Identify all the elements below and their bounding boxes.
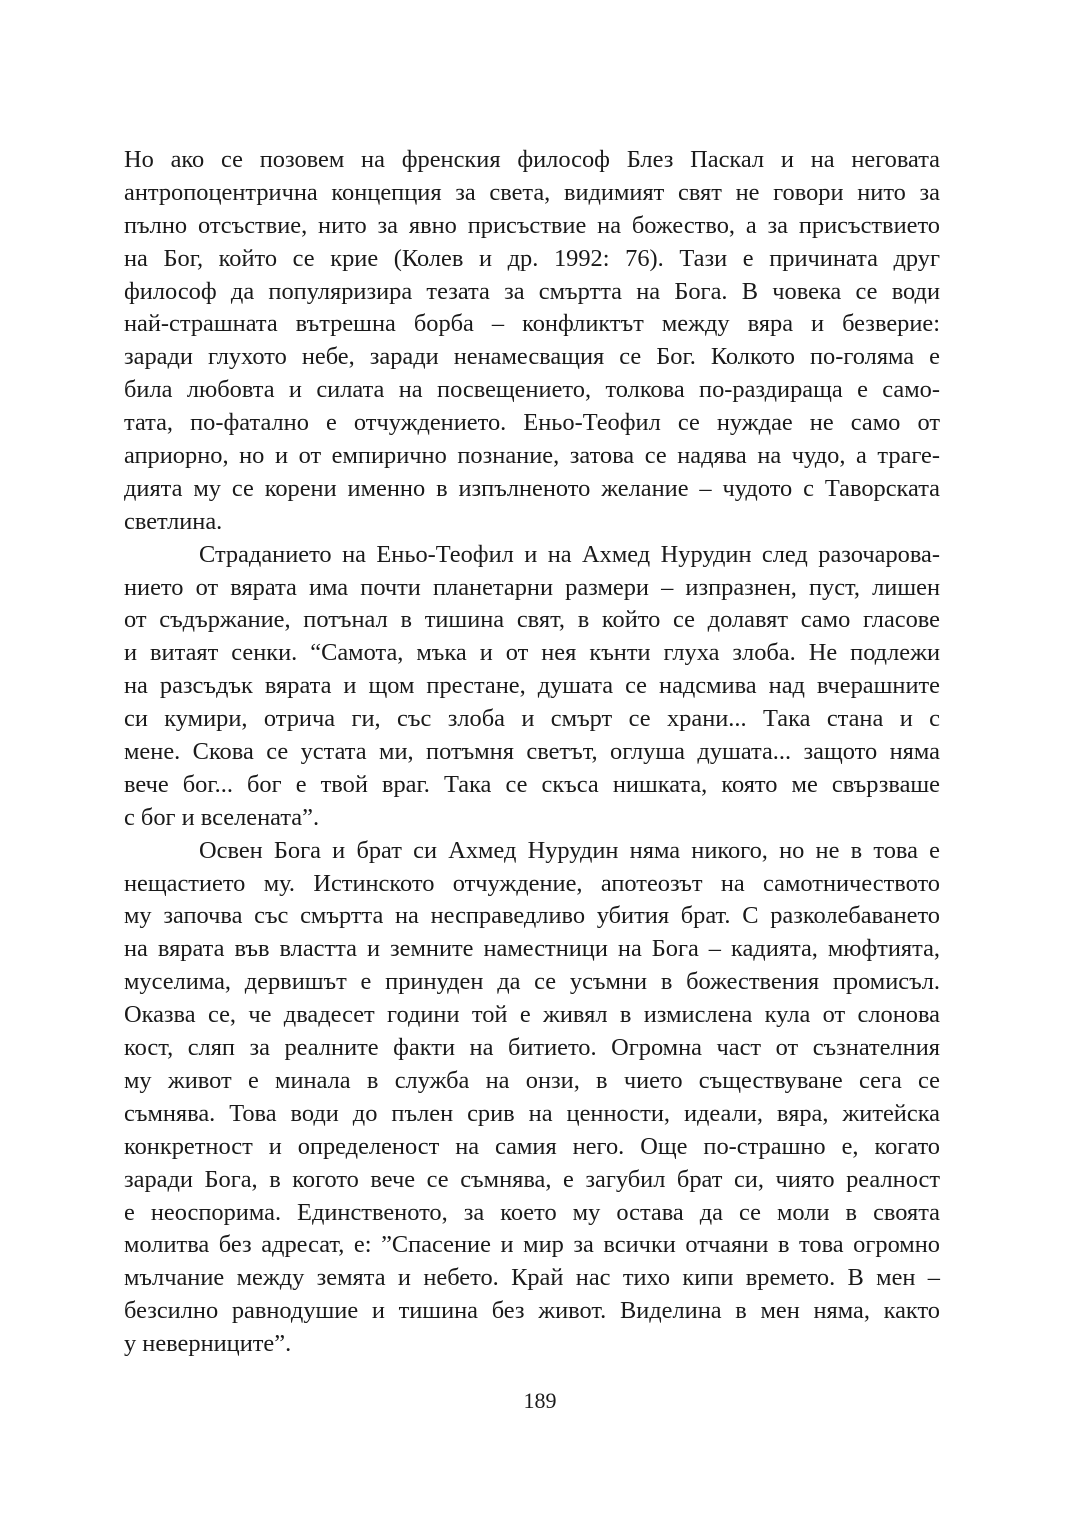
- text-line: конкретност и определеност на самия него. Още по-страшно е, когато: [124, 1132, 940, 1160]
- text-line: заради глухото небе, заради ненамесващия се Бог. Колкото по-голяма е: [124, 343, 940, 371]
- text-line: мълчание между земята и небето. Край нас тихо кипи времето. В мен –: [124, 1264, 940, 1292]
- text-line: Освен Бога и брат си Ахмед Нурудин няма никого, но не в това е: [199, 836, 940, 864]
- text-line: на вярата във властта и земните наместници на Бога – кадията, мюфтията,: [124, 935, 940, 963]
- text-line: дията му се корени именно в изпълненото желание – чудото с Таворската: [124, 474, 940, 502]
- text-line: съмнява. Това води до пълен срив на ценности, идеали, вяра, житейска: [124, 1099, 940, 1127]
- text-line: молитва без адресат, е: ”Спасение и мир за всички отчаяни в това огромно: [124, 1231, 940, 1259]
- text-line: Но ако се позовем на френския философ Блез Паскал и на неговата: [124, 146, 940, 173]
- text-line: мене. Скова се устата ми, потъмня светът, оглуша душата... защото няма: [124, 738, 940, 766]
- text-line: пълно отсъствие, нито за явно присъствие на божество, а за присъствието: [124, 211, 940, 239]
- body-text: [124, 144, 940, 1361]
- text-line: муселима, дервишът е принуден да се усъмни в божествения промисъл.: [124, 968, 940, 996]
- text-line: философ да популяризира тезата за смъртта на Бога. В човека се води: [124, 277, 940, 305]
- text-line: у неверниците”.: [124, 1330, 292, 1358]
- text-line: с бог и вселената”.: [124, 803, 320, 831]
- text-line: най-страшната вътрешна борба – конфликтът между вяра и безверие:: [124, 310, 940, 338]
- paragraph-1: [124, 144, 940, 539]
- text-line: на Бог, който се крие (Колев и др. 1992: 76). Тази е причината друг: [124, 244, 940, 272]
- text-line: е неоспорима. Единственото, за което му остава да се моли в своята: [124, 1198, 940, 1226]
- text-line: си кумири, отрича ги, със злоба и смърт се храни... Така стана и с: [124, 705, 940, 733]
- text-line: Оказва се, че двадесет години той е живял в измислена кула от слонова: [124, 1001, 940, 1029]
- text-line: нещастието му. Истинското отчуждение, апотеозът на самотничеството: [124, 869, 940, 897]
- text-line: му започва със смъртта на несправедливо убития брат. С разколебаването: [124, 902, 940, 930]
- paragraph-2: [124, 539, 940, 835]
- text-line: му живот е минала в служба на онзи, в чието съществуване сега се: [124, 1066, 940, 1094]
- text-line: нието от вярата има почти планетарни размери – изпразнен, пуст, лишен: [124, 573, 940, 601]
- text-line: Страданието на Еньо-Теофил и на Ахмед Нурудин след разочарова-: [199, 540, 940, 568]
- text-line: вече бог... бог е твой враг. Така се скъса нишката, която ме свързваше: [124, 770, 940, 798]
- text-line: била любовта и силата на посвещението, толкова по-раздираща е само-: [124, 376, 940, 404]
- text-line: от съдържание, потънал в тишина свят, в който се долавят само гласове: [124, 606, 940, 634]
- text-line: на разсъдък вярата и щом престане, душата се надсмива над вчерашните: [124, 672, 940, 700]
- text-line: светлина.: [124, 507, 223, 535]
- text-line: априорно, но и от емпирично познание, затова се надява на чудо, а траге-: [124, 442, 940, 470]
- text-line: и витаят сенки. “Самота, мъка и от нея кънти глуха злоба. Не подлежи: [124, 639, 940, 667]
- text-line: тата, по-фатално е отчуждението. Еньо-Теофил се нуждае не само от: [124, 409, 940, 437]
- text-line: антропоцентрична концепция за света, видимият свят не говори нито за: [124, 178, 940, 206]
- page-number: 189: [523, 1388, 557, 1413]
- text-line: заради Бога, в когото вече се съмнява, е загубил брат си, чиято реалност: [124, 1165, 940, 1193]
- text-line: кост, сляп за реалните факти на битието. Огромна част от съзнателния: [124, 1034, 940, 1062]
- text-line: безсилно равнодушие и тишина без живот. Виделина в мен няма, както: [124, 1297, 940, 1325]
- paragraph-3: [124, 835, 940, 1361]
